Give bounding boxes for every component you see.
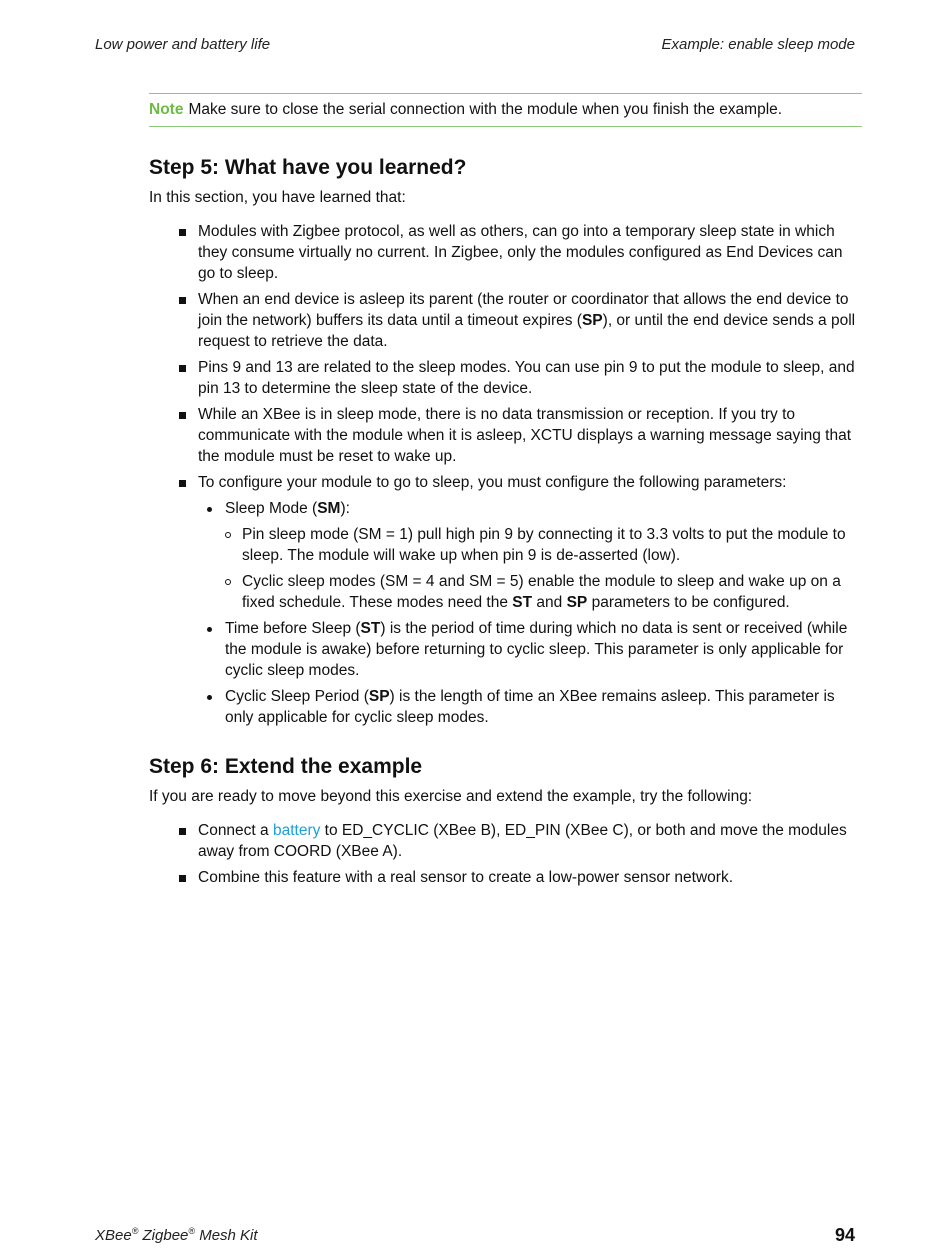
battery-link[interactable]: battery [272, 822, 321, 839]
list-item [149, 289, 862, 352]
circle-bullet-icon [225, 532, 231, 538]
parameter-code: SM [317, 500, 341, 517]
list-item [198, 686, 862, 728]
list-item-text: ) is the length of time an XBee remains asleep. This parameter is only applicable for cyclic sleep modes. [225, 688, 835, 726]
square-bullet-icon [179, 875, 186, 882]
note-label: Note [149, 101, 184, 118]
list-item-text: to ED_CYCLIC (XBee B), ED_PIN (XBee C), or both and move the modules away from COORD (XBee A). [198, 822, 847, 860]
page-content [149, 93, 862, 893]
dot-bullet-icon [207, 627, 212, 632]
list-item-text: Modules with Zigbee protocol, as well as others, can go into a temporary sleep state in which they consume virtually no current. In Zigbee, only the modules configured as End Devices can go to sleep. [198, 223, 843, 282]
list-item-text: ): [340, 500, 350, 517]
parameter-code: SP [581, 312, 603, 329]
footer-product-name [95, 1226, 258, 1244]
circle-bullet-icon [225, 579, 231, 585]
square-bullet-icon [179, 297, 186, 304]
list-item-text: Cyclic sleep modes (SM = 4 and SM = 5) enable the module to sleep and wake up on a fixed schedule. These modes need the [242, 573, 841, 611]
list-item-text: ), or until the end device sends a poll request to retrieve the data. [198, 312, 856, 350]
running-header-left: Low power and battery life [95, 36, 271, 53]
square-bullet-icon [179, 480, 186, 487]
list-item-text: ) is the period of time during which no data is sent or received (while the module is awake) before returning to cyclic sleep. This parameter is only applicable for cyclic sleep modes. [225, 620, 848, 679]
list-item [198, 618, 862, 681]
footer-brand-xbee: XBee [95, 1227, 132, 1244]
list-item-text: and [532, 594, 567, 611]
list-item [149, 820, 862, 862]
step6-heading: Step 6: Extend the example [149, 755, 423, 778]
list-item [149, 867, 862, 888]
parameter-code: ST [360, 620, 381, 637]
step5-list [149, 221, 862, 728]
list-item-text: Connect a [198, 822, 273, 839]
parameter-list [198, 498, 862, 728]
square-bullet-icon [179, 365, 186, 372]
list-item-text: Combine this feature with a real sensor to create a low-power sensor network. [198, 869, 733, 886]
page-number: 94 [834, 1225, 855, 1245]
step6-intro: If you are ready to move beyond this exercise and extend the example, try the following: [149, 788, 753, 805]
parameter-code: SP [566, 594, 588, 611]
step5-heading: Step 5: What have you learned? [149, 156, 467, 179]
list-item-text: parameters to be configured. [587, 594, 790, 611]
square-bullet-icon [179, 412, 186, 419]
list-item [225, 571, 862, 613]
registered-mark: ® [131, 1226, 139, 1236]
square-bullet-icon [179, 229, 186, 236]
note-text: Make sure to close the serial connection with the module when you finish the example. [188, 101, 783, 118]
parameter-code: ST [512, 594, 533, 611]
step6-list [149, 820, 862, 888]
step5-intro: In this section, you have learned that: [149, 189, 406, 206]
list-item-text: Time before Sleep ( [225, 620, 361, 637]
list-item-text: To configure your module to go to sleep, you must configure the following parameters: [198, 474, 787, 491]
list-item-text: Pin sleep mode (SM = 1) pull high pin 9 by connecting it to 3.3 volts to put the module to sleep. The module will wake up when pin 9 is de-asserted (low). [242, 526, 846, 564]
dot-bullet-icon [207, 507, 212, 512]
footer-brand-kit: Mesh Kit [195, 1227, 258, 1244]
list-item-text: When an end device is asleep its parent (the router or coordinator that allows the end device to join the network) buffers its data until a timeout expires ( [198, 291, 849, 329]
registered-mark: ® [188, 1226, 196, 1236]
parameter-code: SP [368, 688, 390, 705]
list-item-text: Cyclic Sleep Period ( [225, 688, 369, 705]
dot-bullet-icon [207, 695, 212, 700]
list-item [198, 498, 862, 613]
list-item-text: Pins 9 and 13 are related to the sleep modes. You can use pin 9 to put the module to sleep, and pin 13 to determine the sleep state of the device. [198, 359, 855, 397]
list-item [149, 221, 862, 284]
square-bullet-icon [179, 828, 186, 835]
list-item [149, 357, 862, 399]
list-item [225, 524, 862, 566]
note-box [149, 93, 862, 127]
sleep-mode-list [225, 524, 862, 613]
list-item-text: Sleep Mode ( [225, 500, 318, 517]
list-item-text: While an XBee is in sleep mode, there is no data transmission or reception. If you try to communicate with the module when it is asleep, XCTU displays a warning message saying that the module must be reset to wake up. [198, 406, 852, 465]
footer-brand-zigbee: Zigbee [138, 1227, 189, 1244]
running-header-right: Example: enable sleep mode [661, 36, 855, 53]
list-item [149, 404, 862, 467]
list-item [149, 472, 862, 728]
